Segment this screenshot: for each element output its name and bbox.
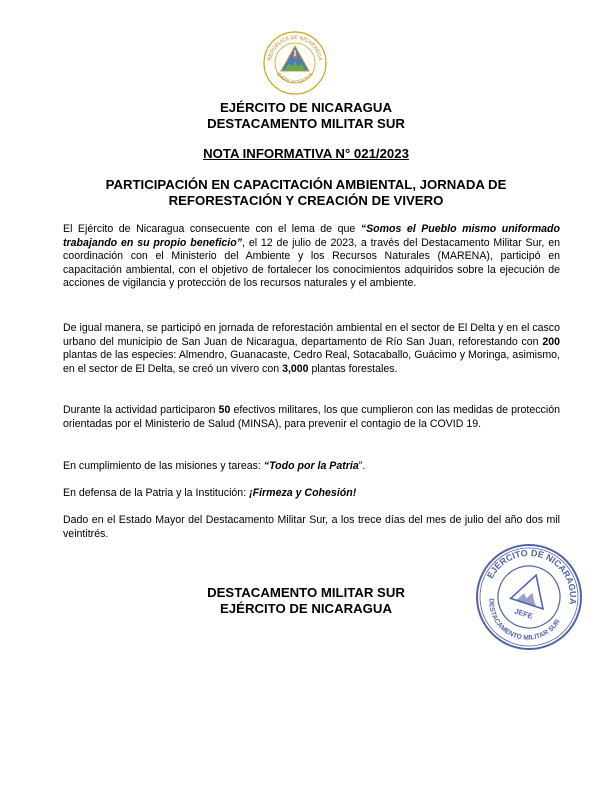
crest-ring-text-bottom: AMÉRICA CENTRAL	[275, 71, 315, 85]
p5-motto: ¡Firmeza y Cohesión!	[249, 487, 357, 499]
p2-post: plantas forestales.	[308, 362, 398, 375]
svg-text:AMÉRICA CENTRAL	[276, 71, 315, 85]
official-seal-stamp-icon	[474, 542, 584, 652]
p1-post: , el 12 de julio de 2023, a través del Destacamento Militar Sur, en coordinación con el Ministerio del Ambiente y los Recursos Naturales (MARENA), participó en capacitación ambiental, con el objetivo de fortalecer los conocimientos adquiridos sobre la ejecución de acciones de vigilancia y protección de los recursos naturales y el ambiente.	[63, 236, 561, 290]
p4-motto: “Todo por la Patria	[263, 460, 359, 472]
p2-pre: De igual manera, se participó en jornada de reforestación ambiental en el sector de El Delta y en el casco urbano del municipio de San Juan de Nicaragua, departamento de Río San Juan, reforestando con	[63, 322, 560, 348]
subject-title	[90, 177, 522, 209]
nicaragua-coat-of-arms-icon	[262, 30, 328, 96]
signature-line-2: EJÉRCITO DE NICARAGUA	[220, 601, 392, 616]
p2-nursery-count: 3,000	[282, 362, 309, 375]
nota-informativa-title: NOTA INFORMATIVA N° 021/2023	[203, 146, 409, 161]
p1-pre: El Ejército de Nicaragua consecuente con el lema de que	[63, 223, 361, 235]
paragraph-2	[63, 322, 560, 376]
p3-post: efectivos militares, los que cumplieron con las medidas de protección orientadas por el Ministerio de Salud (MINSA), para prevenir el contagio de la COVID 19.	[63, 404, 560, 430]
stamp-center-text: JEFE	[513, 606, 534, 621]
header-line-1: EJÉRCITO DE NICARAGUA	[220, 100, 392, 115]
p3-personnel-count: 50	[218, 404, 231, 416]
paragraph-6: Dado en el Estado Mayor del Destacamento Militar Sur, a los trece días del mes de julio del año dos mil veintitrés.	[63, 514, 560, 540]
stamp-ring-text-top: EJÉRCITO DE NICARAGUA	[485, 547, 579, 606]
p5-pre: En defensa de la Patria y la Institución:	[63, 487, 250, 499]
paragraph-1	[63, 223, 560, 291]
paragraph-5	[63, 487, 560, 501]
subject-line-2: REFORESTACIÓN Y CREACIÓN DE VIVERO	[168, 193, 444, 208]
svg-text:EJÉRCITO DE NICARAGUA	[484, 542, 584, 608]
signature-line-1: DESTACAMENTO MILITAR SUR	[207, 585, 405, 600]
p1-motto: “Somos el Pueblo mismo uniformado trabajando en su propio beneficio”	[63, 223, 560, 249]
header-line-2: DESTACAMENTO MILITAR SUR	[207, 116, 405, 131]
paragraph-3	[63, 404, 560, 431]
p3-pre: Durante la actividad participaron	[63, 404, 219, 416]
stamp-ring-text-bottom: DESTACAMENTO MILITAR SUR	[487, 598, 562, 642]
paragraph-4	[63, 460, 560, 474]
p4-post: ”.	[358, 460, 366, 472]
p2-plant-count: 200	[542, 335, 560, 348]
crest-ring-text-top: REPÚBLICA DE NICARAGUA	[267, 34, 323, 62]
p4-pre: En cumplimiento de las misiones y tareas:	[63, 460, 264, 472]
subject-line-1: PARTICIPACIÓN EN CAPACITACIÓN AMBIENTAL, JORNADA DE	[105, 177, 507, 192]
p2-mid: plantas de las especies: Almendro, Guanacaste, Cedro Real, Sotacaballo, Guácimo y Moringa, asimismo, en el sector de El Delta, se creó un vivero con	[63, 349, 560, 375]
